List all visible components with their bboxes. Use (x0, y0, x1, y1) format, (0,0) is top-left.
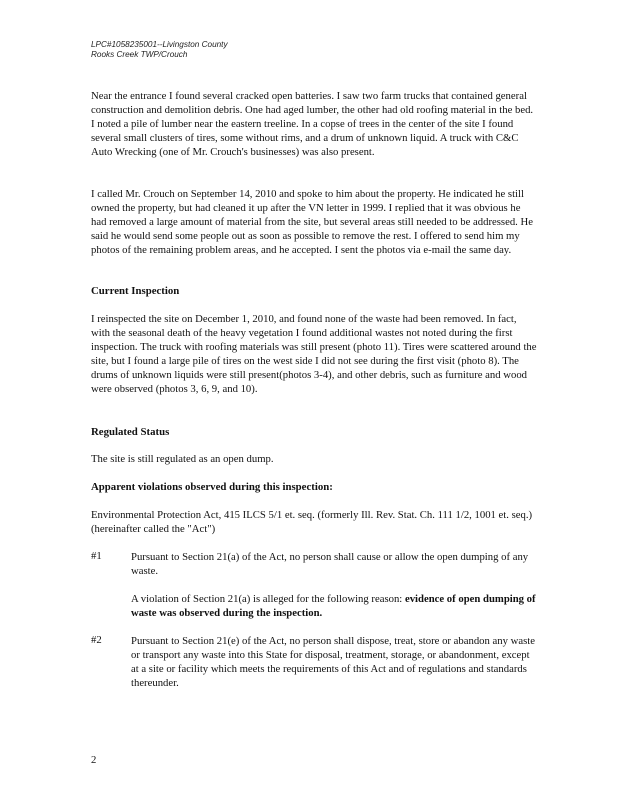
page-header (91, 40, 228, 60)
page-number: 2 (91, 754, 97, 766)
violation-1-text: Pursuant to Section 21(a) of the Act, no person shall cause or allow the open dumping of any waste. (131, 551, 529, 577)
violation-1-allegation-prefix: A violation of Section 21(a) is alleged for the following reason: (131, 593, 405, 605)
paragraph-act-citation: Environmental Protection Act, 415 ILCS 5/1 et. seq. (formerly Ill. Rev. Stat. Ch. 111 1/2, 1001 et. seq.) (hereinafter called the "Act") (91, 509, 533, 535)
heading-apparent-violations: Apparent violations observed during this inspection: (91, 481, 333, 493)
violation-1-number: #1 (91, 550, 102, 562)
header-line-1: LPC#1058235001--Livingston County (91, 40, 228, 49)
paragraph-phone-call: I called Mr. Crouch on September 14, 2010 and spoke to him about the property. He indicated he still owned the property, but had cleaned it up after the VN letter in 1999. I replied that it was obvious he had removed a large amount of material from the site, but several areas still needed to be addressed. He said he would send some people out as soon as possible to remove the rest. I offered to send him my photos of the remaining problem areas, and he accepted. I sent the photos via e-mail the same day. (91, 188, 533, 256)
paragraph-regulated-status: The site is still regulated as an open dump. (91, 453, 274, 465)
heading-current-inspection: Current Inspection (91, 285, 180, 297)
heading-regulated-status: Regulated Status (91, 426, 170, 438)
violation-1-allegation (131, 592, 537, 620)
violation-2-text: Pursuant to Section 21(e) of the Act, no person shall dispose, treat, store or abandon any waste or transport any waste into this State for disposal, treatment, storage, or abandonment, except at a site or facility which meets the requirements of this Act and of regulations and standards thereunder. (131, 635, 535, 689)
violation-2-number: #2 (91, 634, 102, 646)
paragraph-site-findings: Near the entrance I found several cracked open batteries. I saw two farm trucks that contained general construction and demolition debris. One had aged lumber, the other had old roofing material in the bed. I noted a pile of lumber near the eastern treeline. In a copse of trees in the center of the site I found several small clusters of tires, some without rims, and a drum of unknown liquid. A truck with C&C Auto Wrecking (one of Mr. Crouch's businesses) was also present. (91, 90, 534, 158)
paragraph-reinspection: I reinspected the site on December 1, 2010, and found none of the waste had been removed. In fact, with the seasonal death of the heavy vegetation I found additional wastes not noted during the first inspection. The truck with roofing materials was still present (photo 11). Tires were scattered around the site, but I found a large pile of tires on the west side I did not see during the first visit (photo 8). The drums of unknown liquids were still present(photos 3-4), and other debris, such as furniture and wood were observed (photos 3, 6, 9, and 10). (91, 313, 537, 395)
header-line-2: Rooks Creek TWP/Crouch (91, 50, 188, 59)
violation-1-allegation-bold: evidence of open dumping of waste was observed during the inspection. (131, 593, 536, 619)
